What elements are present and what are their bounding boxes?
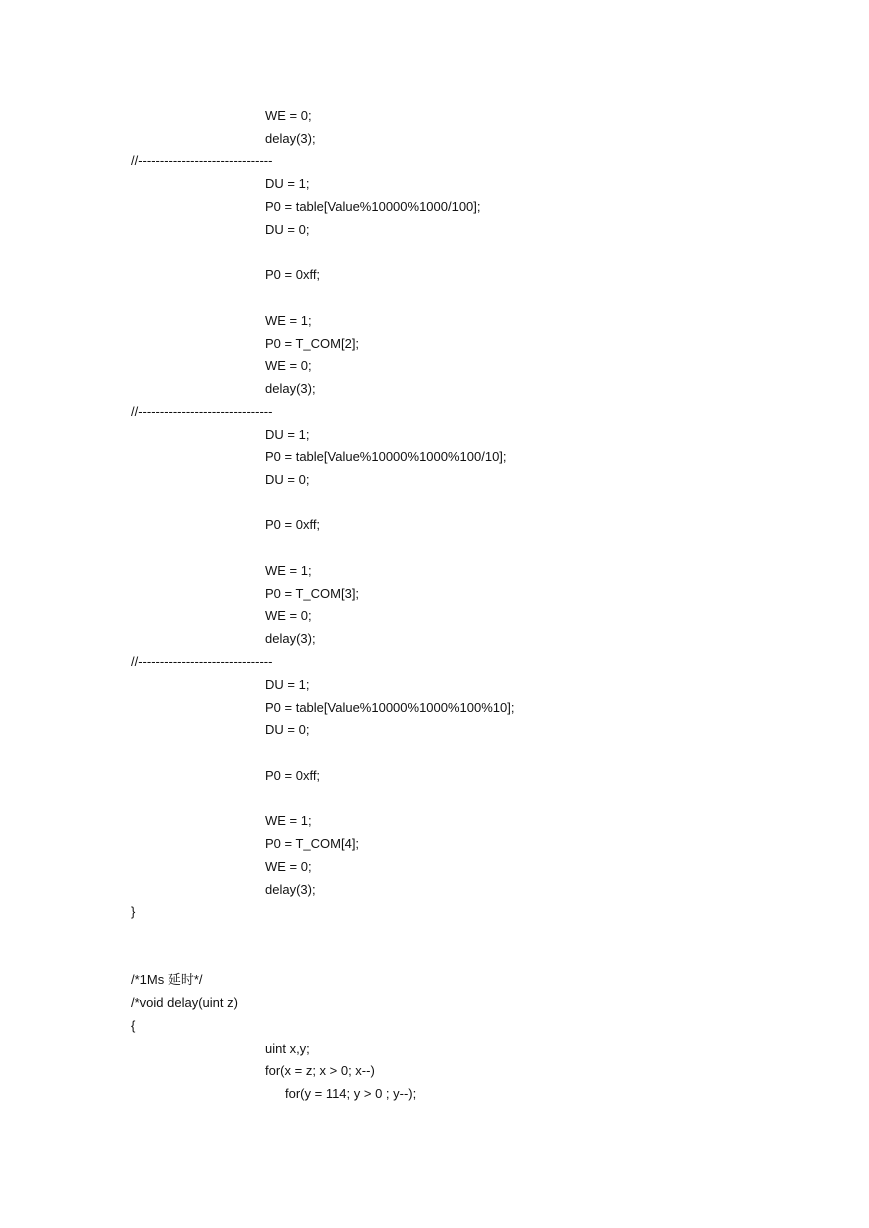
code-line: DU = 0; <box>265 222 310 237</box>
code-line: P0 = 0xff; <box>265 768 321 783</box>
code-line: uint x,y; <box>265 1041 310 1056</box>
code-line: delay(3); <box>265 882 316 897</box>
code-line: WE = 0; <box>265 608 312 623</box>
closing-brace: } <box>131 904 136 919</box>
separator-comment: //------------------------------- <box>131 404 273 419</box>
code-line: P0 = T_COM[4]; <box>265 836 360 851</box>
code-line: for(y = 114; y > 0 ; y--); <box>285 1086 417 1101</box>
code-line: P0 = T_COM[3]; <box>265 586 360 601</box>
code-line: P0 = T_COM[2]; <box>265 336 360 351</box>
opening-brace: { <box>131 1018 136 1033</box>
separator-comment: //------------------------------- <box>131 654 273 669</box>
code-line: WE = 1; <box>265 563 312 578</box>
code-line: P0 = table[Value%10000%1000%100/10]; <box>265 449 507 464</box>
code-line: WE = 0; <box>265 108 312 123</box>
code-line: DU = 1; <box>265 176 310 191</box>
code-line: WE = 1; <box>265 313 312 328</box>
delay-comment: /*1Ms 延时*/ <box>131 972 203 987</box>
code-line: DU = 1; <box>265 427 310 442</box>
code-line: delay(3); <box>265 381 316 396</box>
code-line: delay(3); <box>265 631 316 646</box>
code-line: P0 = table[Value%10000%1000%100%10]; <box>265 700 515 715</box>
code-line: P0 = 0xff; <box>265 267 321 282</box>
code-line: delay(3); <box>265 131 316 146</box>
separator-comment: //------------------------------- <box>131 153 273 168</box>
code-line: P0 = table[Value%10000%1000/100]; <box>265 199 481 214</box>
code-line: WE = 0; <box>265 358 312 373</box>
function-signature: /*void delay(uint z) <box>131 995 238 1010</box>
code-line: DU = 1; <box>265 677 310 692</box>
code-line: DU = 0; <box>265 472 310 487</box>
code-line: P0 = 0xff; <box>265 517 321 532</box>
code-line: for(x = z; x > 0; x--) <box>265 1063 375 1078</box>
code-line: DU = 0; <box>265 722 310 737</box>
code-line: WE = 1; <box>265 813 312 828</box>
code-line: WE = 0; <box>265 859 312 874</box>
